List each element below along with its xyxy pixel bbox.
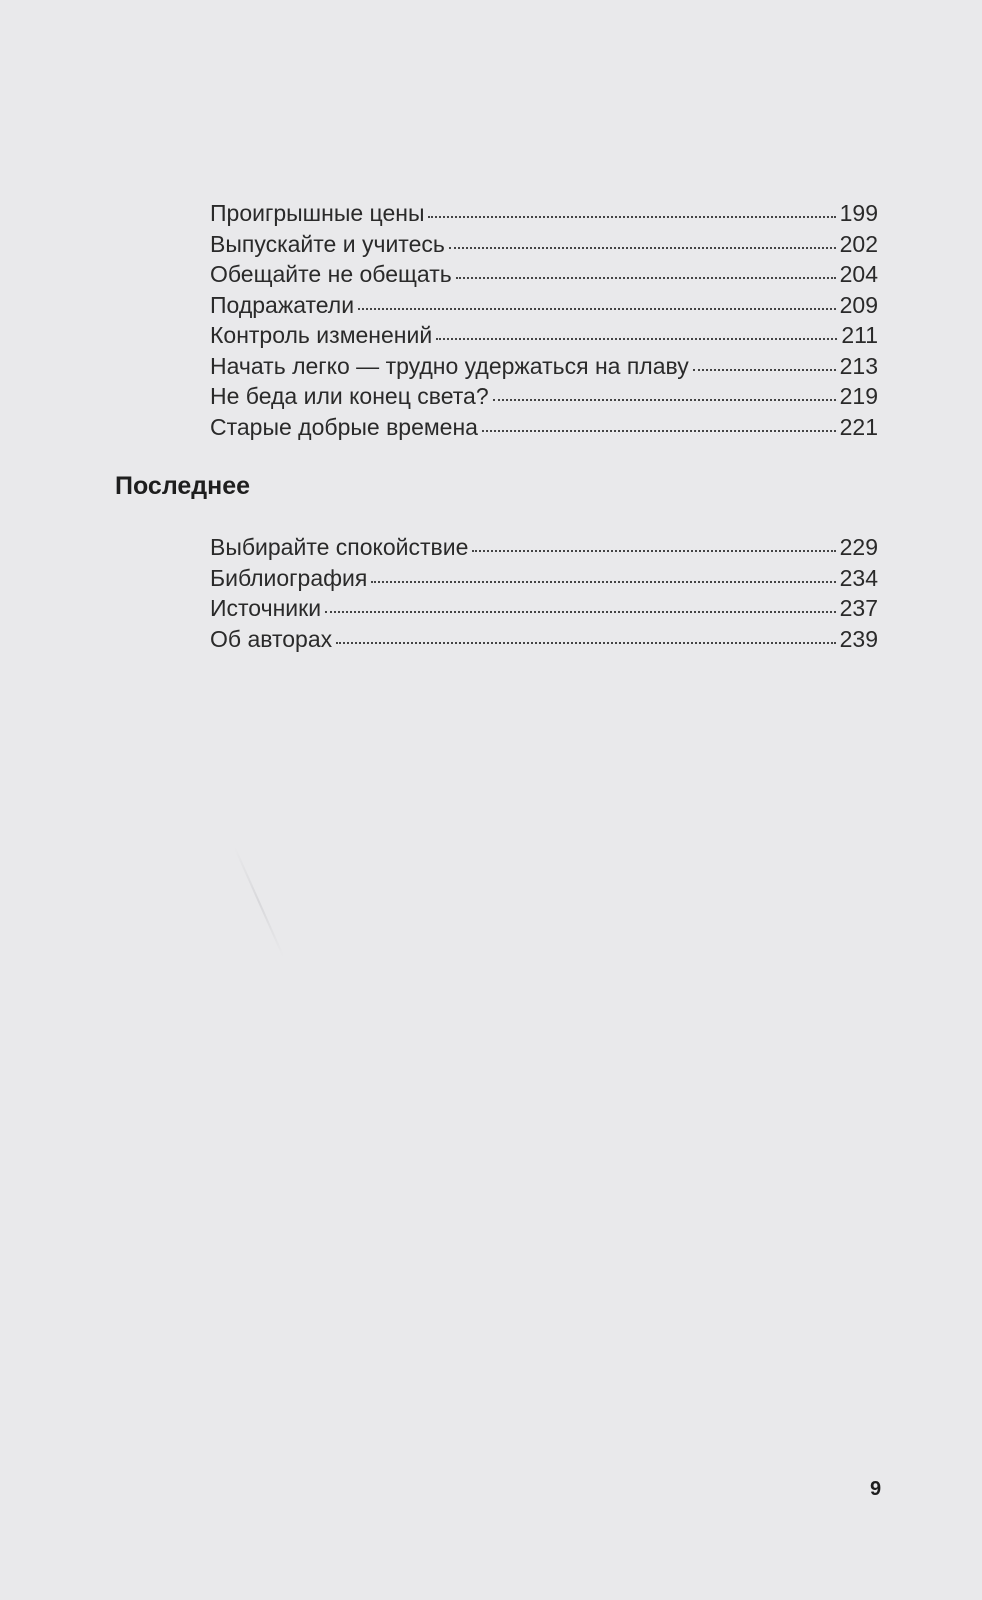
toc-entry-page: 209 [839, 291, 878, 318]
toc-entry-page: 204 [839, 261, 878, 287]
toc-entry-title: Начать легко — трудно удержаться на плаву [210, 352, 689, 379]
toc-entry[interactable] [210, 532, 878, 563]
toc-entry-page: 239 [839, 625, 878, 652]
section-heading: Последнее [115, 472, 251, 500]
toc-leader-dots [436, 338, 837, 340]
toc-leader-dots [493, 399, 836, 401]
toc-entry-title: Об авторах [210, 625, 333, 652]
toc-entry[interactable] [210, 259, 878, 290]
toc-entry-page: 199 [839, 200, 878, 226]
toc-entry[interactable] [210, 412, 878, 443]
toc-entry-title: Подражатели [210, 291, 355, 318]
toc-leader-dots [428, 216, 835, 218]
toc-entry[interactable] [210, 351, 878, 382]
toc-leader-dots [472, 550, 835, 552]
toc-entry-page: 229 [839, 534, 878, 560]
toc-entry[interactable] [210, 563, 878, 594]
toc-entry[interactable] [210, 229, 878, 260]
paper-scratch-mark [234, 847, 285, 957]
toc-entry-title: Источники [210, 595, 322, 621]
page-number: 9 [870, 1478, 882, 1500]
toc-entry-title: Контроль изменений [210, 322, 433, 348]
toc-entry-title: Библиография [210, 564, 368, 591]
toc-leader-dots [358, 308, 836, 310]
toc-leader-dots [693, 369, 836, 371]
toc-entry-title: Выпускайте и учитесь [210, 230, 445, 257]
toc-group-1 [210, 198, 878, 442]
toc-entry-title: Не беда или конец света? [210, 383, 489, 409]
toc-entry-page: 219 [839, 383, 878, 409]
toc-entry-page: 237 [839, 595, 878, 621]
toc-entry-title: Выбирайте спокойствие [210, 534, 469, 560]
toc-entry[interactable] [210, 381, 878, 412]
toc-entry-page: 221 [839, 413, 878, 440]
toc-entry-title: Проигрышные цены [210, 200, 425, 226]
toc-entry-page: 234 [839, 564, 878, 591]
toc-entry[interactable] [210, 624, 878, 655]
toc-leader-dots [325, 611, 836, 613]
toc-group-2 [210, 532, 878, 654]
toc-leader-dots [482, 430, 836, 432]
toc-entry[interactable] [210, 198, 878, 229]
toc-entry[interactable] [210, 593, 878, 624]
toc-entry-title: Обещайте не обещать [210, 261, 452, 287]
toc-leader-dots [449, 247, 836, 249]
toc-leader-dots [371, 581, 835, 583]
toc-entry-page: 211 [841, 322, 878, 348]
toc-entry-page: 213 [839, 352, 878, 379]
toc-leader-dots [336, 642, 836, 644]
toc-entry[interactable] [210, 320, 878, 351]
toc-entry-title: Старые добрые времена [210, 413, 478, 440]
toc-entry-page: 202 [839, 230, 878, 257]
toc-entry[interactable] [210, 290, 878, 321]
toc-leader-dots [456, 277, 836, 279]
